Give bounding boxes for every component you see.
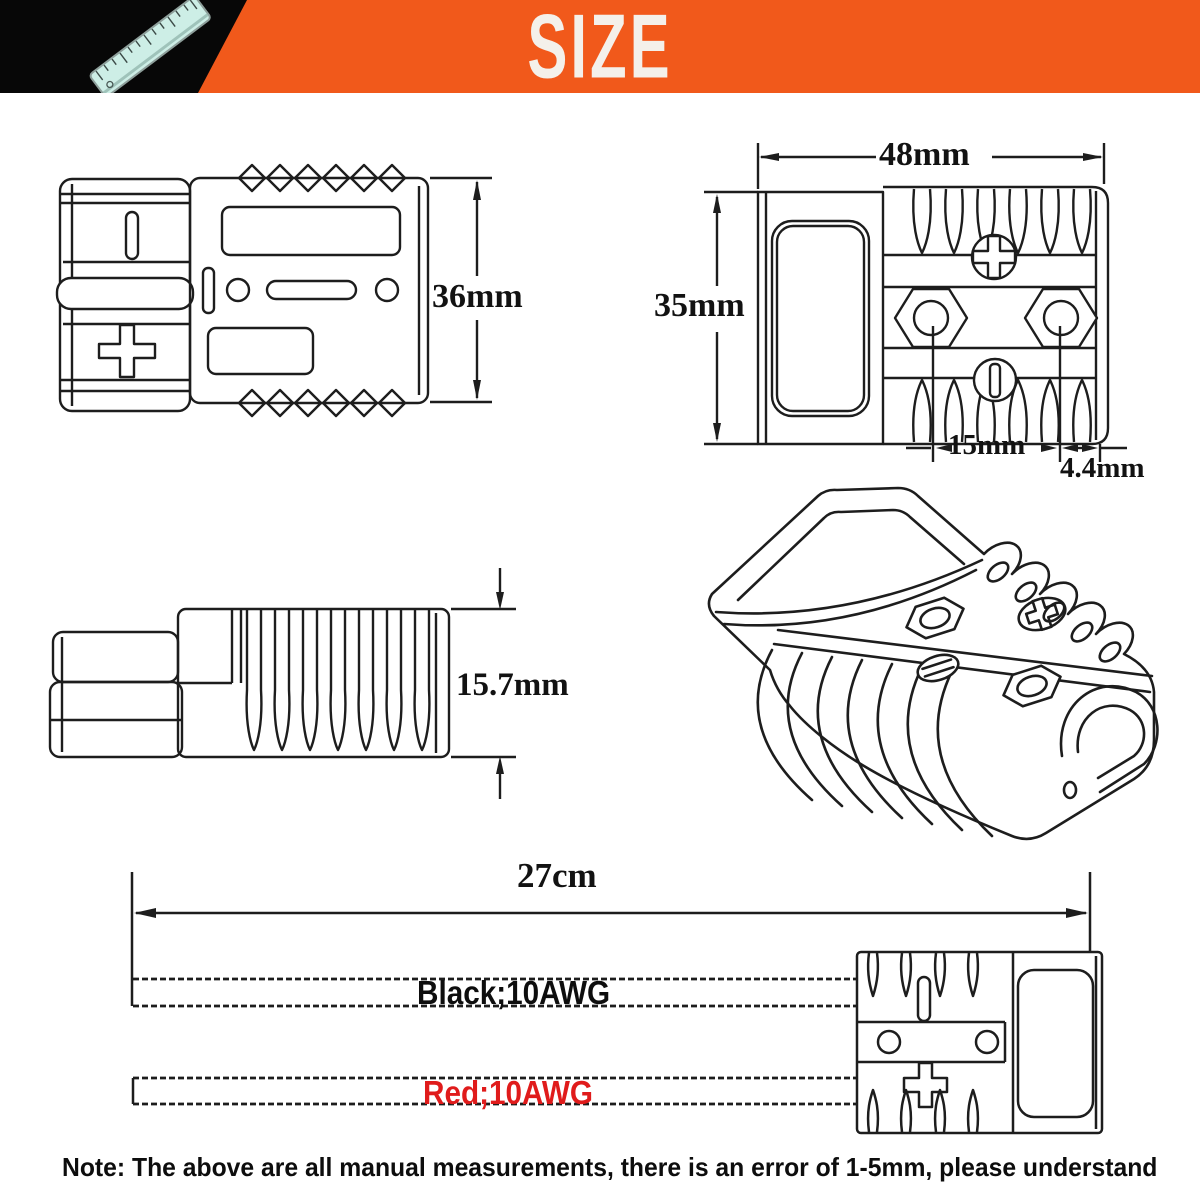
dim-label-cable-length: 27cm — [517, 856, 597, 895]
dim-label-front-height: 36mm — [432, 278, 523, 315]
dim-label-bolt-spacing: 15mm — [948, 429, 1026, 461]
dim-label-side-height: 15.7mm — [456, 667, 569, 703]
dim-label-top-width: 48mm — [879, 136, 970, 173]
page-title: SIZE — [527, 0, 673, 97]
note-text: Note: The above are all manual measurements, there is an error of 1-5mm, please understand — [62, 1152, 1158, 1182]
dim-label-top-height: 35mm — [654, 287, 745, 324]
top-view-drawing — [704, 143, 1127, 462]
cable-assembly-drawing — [132, 872, 1102, 1133]
side-view-drawing — [50, 568, 516, 799]
wire-label-red: Red;10AWG — [423, 1074, 593, 1111]
front-view-drawing — [57, 165, 492, 416]
dim-label-hole-diameter: 4.4mm — [1060, 452, 1145, 484]
wire-label-black: Black;10AWG — [417, 974, 611, 1011]
isometric-view-drawing — [709, 488, 1158, 839]
